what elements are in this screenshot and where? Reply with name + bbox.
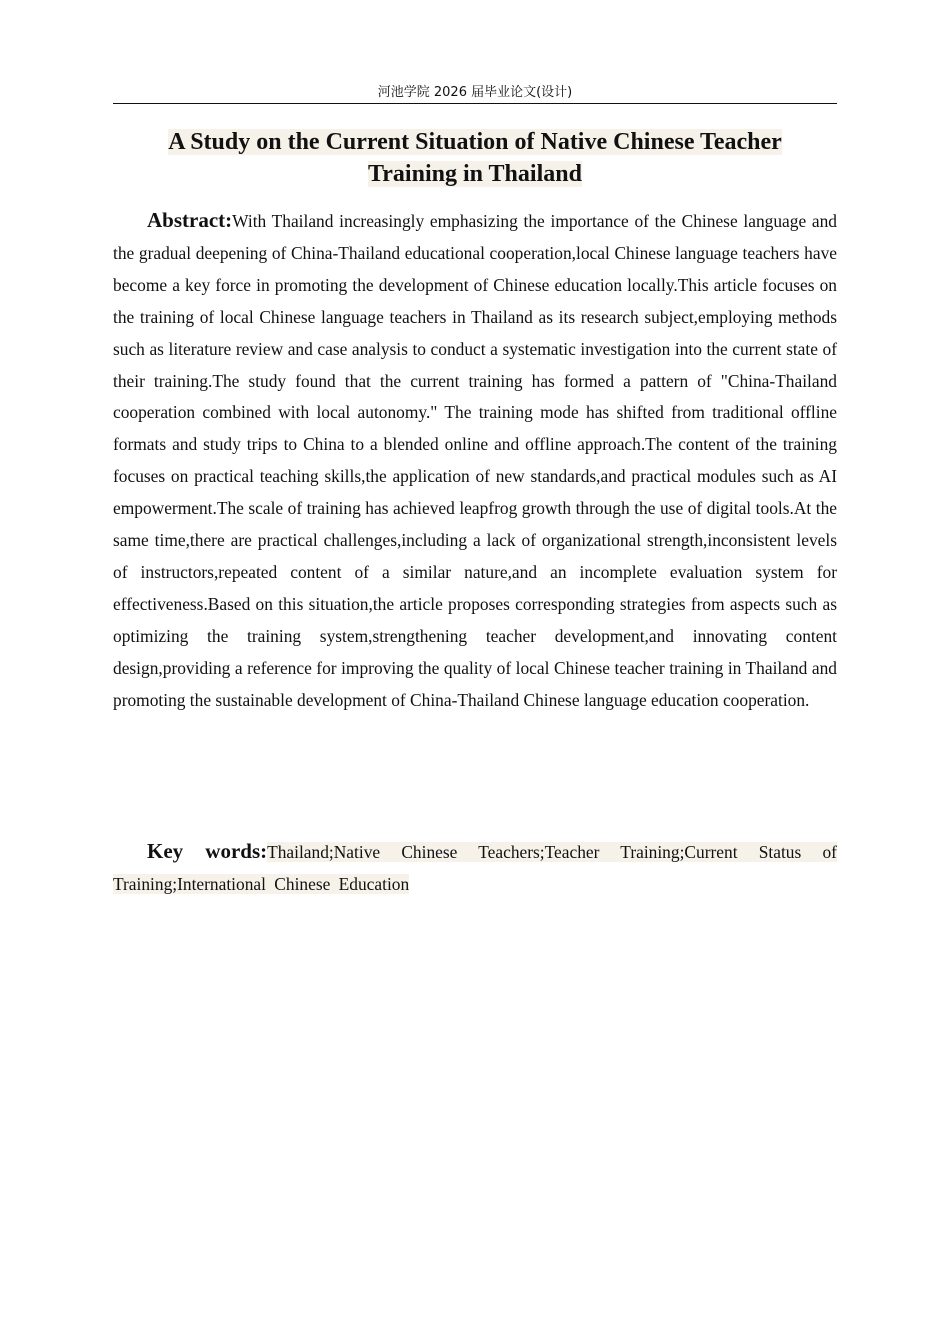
keywords-paragraph <box>113 836 837 901</box>
keywords-text: Thailand;Native Chinese Teachers;Teacher Training;Current Status of Training;International Chinese Education <box>113 842 837 894</box>
running-header: 河池学院 2026 届毕业论文(设计) <box>113 84 837 104</box>
abstract-label: Abstract: <box>147 208 233 232</box>
abstract-text: With Thailand increasingly emphasizing the importance of the Chinese language and the gradual deepening of China-Thailand educational cooperation,local Chinese language teachers have become a key force in promoting the development of Chinese education locally.This article focuses on the training of local Chinese language teachers in Thailand as its research subject,employing methods such as literature review and case analysis to conduct a systematic investigation into the current state of their training.The study found that the current training has formed a pattern of "China-Thailand cooperation combined with local autonomy." The training mode has shifted from traditional offline formats and study trips to China to a blended online and offline approach.The content of the training focuses on practical teaching skills,the application of new standards,and practical modules such as AI empowerment.The scale of training has achieved leapfrog growth through the use of digital tools.At the same time,there are practical challenges,including a lack of organizational strength,inconsistent levels of instructors,repeated content of a similar nature,and an incomplete evaluation system for effectiveness.Based on this situation,the article proposes corresponding strategies from aspects such as optimizing the training system,strengthening teacher development,and innovating content design,providing a reference for improving the quality of local Chinese teacher training in Thailand and promoting the sustainable development of China-Thailand Chinese language education cooperation. <box>113 211 837 710</box>
keywords-label: Key words: <box>147 839 268 863</box>
title-line-2: Training in Thailand <box>368 161 582 187</box>
abstract-paragraph <box>113 205 837 717</box>
title-line-1: A Study on the Current Situation of Native Chinese Teacher <box>168 129 782 155</box>
paper-title <box>113 126 837 190</box>
